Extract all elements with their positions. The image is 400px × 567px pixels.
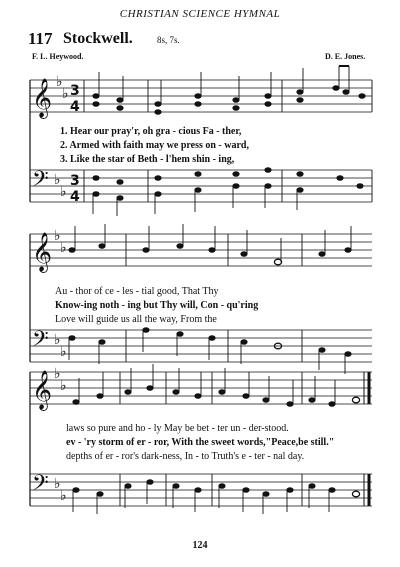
meter: 8s, 7s. <box>157 35 180 45</box>
author-credit: F. L. Heywood. <box>32 52 84 61</box>
composer-credit: D. E. Jones. <box>325 52 366 61</box>
page-number: 124 <box>192 540 208 551</box>
flat-icon: ♭ <box>62 86 69 102</box>
flat-icon: ♭ <box>56 74 63 90</box>
time-signature-top: 3 <box>70 173 80 189</box>
treble-clef-icon: 𝄞 <box>32 232 53 272</box>
lyric-line-2-2: Know-ing noth - ing but Thy will, Con - qu'ring <box>55 300 259 311</box>
treble-clef-icon: 𝄞 <box>32 370 53 410</box>
time-signature-bottom: 4 <box>70 99 80 115</box>
flat-icon: ♭ <box>60 240 67 256</box>
flat-icon: ♭ <box>60 184 67 200</box>
lyric-line-3-2: ev - 'ry storm of er - ror, With the sweet words,"Peace,be still." <box>66 437 335 448</box>
flat-icon: ♭ <box>54 476 61 492</box>
lyric-line-2-3: Love will guide us all the way, From the <box>55 314 217 325</box>
treble-clef-icon: 𝄞 <box>32 78 53 118</box>
lyric-line-1-1: 1. Hear our pray'r, oh gra - cious Fa - ther, <box>60 126 242 137</box>
lyric-line-3-3: depths of er - ror's dark-ness, In - to Truth's e - ter - nal day. <box>66 451 305 462</box>
flat-icon: ♭ <box>54 366 61 382</box>
lyric-line-2-1: Au - thor of ce - les - tial good, That Thy <box>55 286 219 297</box>
time-signature-bottom: 4 <box>70 189 80 205</box>
hymn-number: 117 <box>28 29 53 48</box>
bass-clef-icon: 𝄢 <box>32 471 49 501</box>
tune-name: Stockwell. <box>63 30 133 47</box>
flat-icon: ♭ <box>54 332 61 348</box>
running-title: CHRISTIAN SCIENCE HYMNAL <box>119 8 281 20</box>
flat-icon: ♭ <box>60 344 67 360</box>
flat-icon: ♭ <box>60 378 67 394</box>
lyric-line-1-2: 2. Armed with faith may we press on - ward, <box>60 140 249 151</box>
bass-clef-icon: 𝄢 <box>32 327 49 357</box>
lyric-line-3-1: laws so pure and ho - ly May be bet - ter un - der-stood. <box>66 423 289 434</box>
bass-clef-icon: 𝄢 <box>32 167 49 197</box>
flat-icon: ♭ <box>54 172 61 188</box>
flat-icon: ♭ <box>54 228 61 244</box>
flat-icon: ♭ <box>60 488 67 504</box>
lyric-line-1-3: 3. Like the star of Beth - l'hem shin - ing, <box>60 154 235 165</box>
time-signature-top: 3 <box>70 83 80 99</box>
